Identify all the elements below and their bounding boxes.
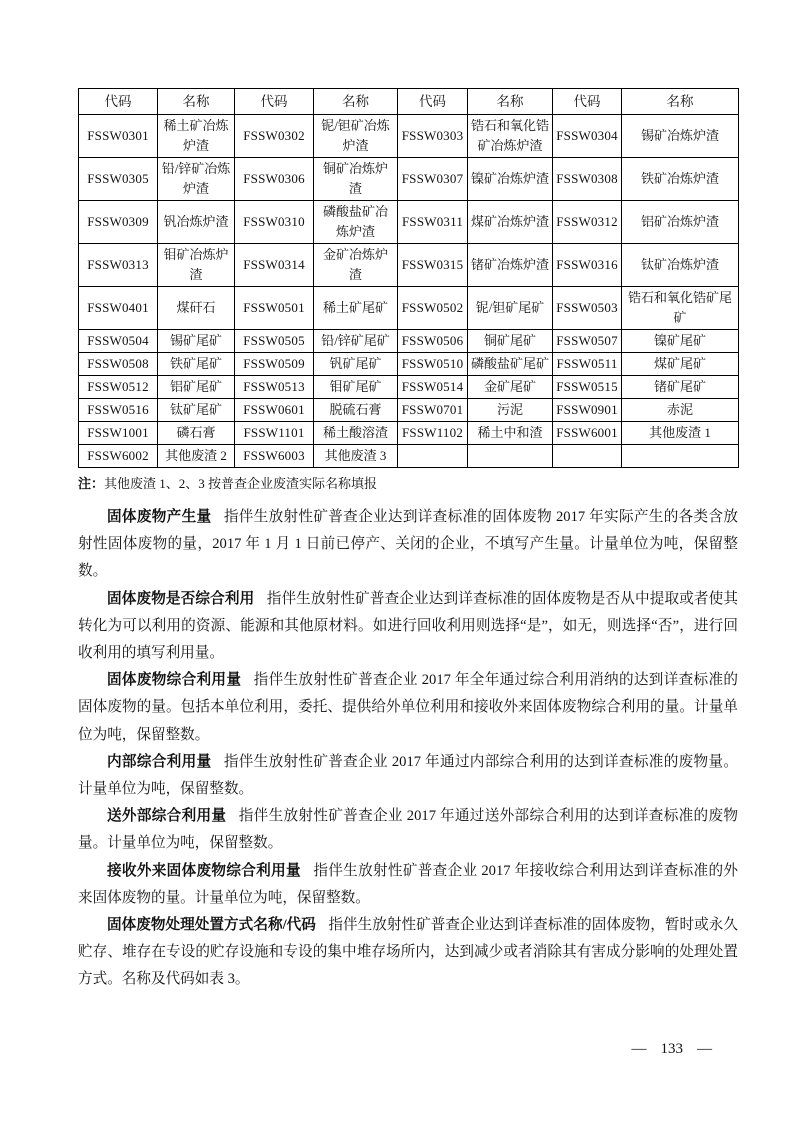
waste-code-cell: FSSW0501 <box>235 287 314 330</box>
definition-term: 送外部综合利用量 <box>107 808 227 825</box>
page-number-value: 133 <box>660 1041 683 1057</box>
table-row <box>79 115 739 158</box>
waste-code-cell: FSSW0310 <box>235 201 314 244</box>
table-header-cell: 代码 <box>235 89 314 115</box>
waste-code-cell: FSSW0316 <box>553 244 622 287</box>
waste-name-cell <box>468 445 553 468</box>
waste-code-cell: FSSW6001 <box>553 422 622 445</box>
table-row <box>79 445 739 468</box>
definition-paragraph <box>78 667 738 749</box>
waste-name-cell: 金矿冶炼炉渣 <box>314 244 398 287</box>
waste-name-cell: 钒矿尾矿 <box>314 353 398 376</box>
waste-name-cell: 稀土酸溶渣 <box>314 422 398 445</box>
waste-name-cell: 磷石膏 <box>158 422 235 445</box>
definition-paragraph <box>78 803 738 857</box>
waste-name-cell <box>622 445 739 468</box>
waste-code-cell: FSSW0301 <box>79 115 158 158</box>
waste-name-cell: 稀土矿尾矿 <box>314 287 398 330</box>
waste-code-cell: FSSW0314 <box>235 244 314 287</box>
waste-code-cell: FSSW0315 <box>398 244 468 287</box>
waste-name-cell: 稀土中和渣 <box>468 422 553 445</box>
waste-code-cell: FSSW6003 <box>235 445 314 468</box>
table-header-cell: 名称 <box>622 89 739 115</box>
waste-code-cell: FSSW0514 <box>398 376 468 399</box>
waste-name-cell: 金矿尾矿 <box>468 376 553 399</box>
definition-term: 固体废物产生量 <box>107 509 212 525</box>
waste-code-cell: FSSW0510 <box>398 353 468 376</box>
table-row <box>79 244 739 287</box>
waste-name-cell: 铅/锌矿尾矿 <box>314 330 398 353</box>
waste-name-cell: 铁矿冶炼炉渣 <box>622 158 739 201</box>
page-content <box>78 88 738 994</box>
waste-name-cell: 铌/钽矿冶炼炉渣 <box>314 115 398 158</box>
waste-name-cell: 煤矿冶炼炉渣 <box>468 201 553 244</box>
waste-code-cell: FSSW0504 <box>79 330 158 353</box>
table-row <box>79 353 739 376</box>
waste-code-cell: FSSW0601 <box>235 399 314 422</box>
waste-code-cell: FSSW0502 <box>398 287 468 330</box>
definition-term: 固体废物综合利用量 <box>107 672 242 689</box>
waste-name-cell: 锗矿冶炼炉渣 <box>468 244 553 287</box>
waste-name-cell: 锡矿冶炼炉渣 <box>622 115 739 158</box>
waste-name-cell: 钛矿尾矿 <box>158 399 235 422</box>
definition-paragraph <box>78 749 738 803</box>
waste-name-cell: 铝矿冶炼炉渣 <box>622 201 739 244</box>
waste-code-cell: FSSW0305 <box>79 158 158 201</box>
waste-name-cell: 锡矿尾矿 <box>158 330 235 353</box>
waste-code-cell: FSSW0303 <box>398 115 468 158</box>
page-number-dash-left: — <box>631 1041 647 1057</box>
table-header-cell: 名称 <box>158 89 235 115</box>
definition-text: 指伴生放射性矿普查企业达到详查标准的固体废物，暂时或永久贮存、堆存在专设的贮存设施和专设的集中堆存场所内，达到减少或者消除其有害成分影响的处理处置方式。名称及代码如表 3。 <box>78 917 738 988</box>
waste-code-cell: FSSW0506 <box>398 330 468 353</box>
waste-code-cell: FSSW0508 <box>79 353 158 376</box>
waste-code-cell: FSSW0307 <box>398 158 468 201</box>
waste-code-cell: FSSW0302 <box>235 115 314 158</box>
waste-code-table <box>78 88 739 468</box>
definition-term: 固体废物是否综合利用 <box>107 590 255 607</box>
waste-name-cell: 污泥 <box>468 399 553 422</box>
table-header-cell: 代码 <box>398 89 468 115</box>
waste-code-cell: FSSW0306 <box>235 158 314 201</box>
waste-name-cell: 铜矿尾矿 <box>468 330 553 353</box>
waste-code-cell: FSSW0311 <box>398 201 468 244</box>
table-note <box>78 475 738 493</box>
waste-name-cell: 磷酸盐矿冶炼炉渣 <box>314 201 398 244</box>
waste-code-cell: FSSW0516 <box>79 399 158 422</box>
waste-name-cell: 其他废渣 2 <box>158 445 235 468</box>
definition-term: 内部综合利用量 <box>107 753 212 770</box>
waste-name-cell: 赤泥 <box>622 399 739 422</box>
waste-code-cell: FSSW0304 <box>553 115 622 158</box>
waste-code-cell <box>553 445 622 468</box>
waste-name-cell: 锆石和氧化锆矿尾矿 <box>622 287 739 330</box>
waste-name-cell: 磷酸盐矿尾矿 <box>468 353 553 376</box>
table-row <box>79 330 739 353</box>
waste-name-cell: 煤矿尾矿 <box>622 353 739 376</box>
note-label: 注： <box>78 476 105 491</box>
waste-code-cell: FSSW1101 <box>235 422 314 445</box>
definition-paragraph <box>78 586 738 668</box>
definition-paragraph <box>78 912 738 994</box>
waste-name-cell: 脱硫石膏 <box>314 399 398 422</box>
waste-name-cell: 铌/钽矿尾矿 <box>468 287 553 330</box>
waste-name-cell: 镍矿冶炼炉渣 <box>468 158 553 201</box>
waste-code-cell: FSSW0515 <box>553 376 622 399</box>
table-row <box>79 376 739 399</box>
note-text: 其他废渣 1、2、3 按普查企业废渣实际名称填报 <box>104 476 378 491</box>
waste-code-cell <box>398 445 468 468</box>
waste-name-cell: 钛矿冶炼炉渣 <box>622 244 739 287</box>
waste-name-cell: 铜矿冶炼炉渣 <box>314 158 398 201</box>
definition-text: 指伴生放射性矿普查企业 2017 年通过内部综合利用的达到详查标准的废物量。计量单位为吨，保留整数。 <box>78 753 738 798</box>
waste-code-cell: FSSW1102 <box>398 422 468 445</box>
table-row <box>79 399 739 422</box>
table-header-cell: 名称 <box>468 89 553 115</box>
waste-code-cell: FSSW0701 <box>398 399 468 422</box>
waste-name-cell: 锆石和氧化锆矿冶炼炉渣 <box>468 115 553 158</box>
definition-text: 指伴生放射性矿普查企业 2017 年全年通过综合利用消纳的达到详查标准的固体废物的量。包括本单位利用，委托、提供给外单位利用和接收外来固体废物综合利用的量。计量单位为吨，保留整数。 <box>78 672 738 743</box>
waste-code-cell: FSSW0512 <box>79 376 158 399</box>
waste-name-cell: 锗矿尾矿 <box>622 376 739 399</box>
waste-name-cell: 钒冶炼炉渣 <box>158 201 235 244</box>
table-row <box>79 201 739 244</box>
definition-text: 指伴生放射性矿普查企业 2017 年接收综合利用达到详查标准的外来固体废物的量。计量单位为吨，保留整数。 <box>78 862 738 906</box>
waste-code-cell: FSSW0513 <box>235 376 314 399</box>
table-header-cell: 代码 <box>553 89 622 115</box>
definition-term: 固体废物处理处置方式名称/代码 <box>107 917 316 934</box>
table-row <box>79 422 739 445</box>
waste-code-cell: FSSW6002 <box>79 445 158 468</box>
waste-name-cell: 镍矿尾矿 <box>622 330 739 353</box>
waste-code-cell: FSSW0505 <box>235 330 314 353</box>
waste-code-cell: FSSW0312 <box>553 201 622 244</box>
waste-name-cell: 其他废渣 3 <box>314 445 398 468</box>
waste-code-cell: FSSW0509 <box>235 353 314 376</box>
waste-name-cell: 铁矿尾矿 <box>158 353 235 376</box>
table-row <box>79 158 739 201</box>
waste-code-cell: FSSW0308 <box>553 158 622 201</box>
waste-code-cell: FSSW0511 <box>553 353 622 376</box>
waste-code-cell: FSSW0401 <box>79 287 158 330</box>
waste-name-cell: 钼矿尾矿 <box>314 376 398 399</box>
table-row <box>79 287 739 330</box>
waste-code-cell: FSSW0503 <box>553 287 622 330</box>
definition-paragraph <box>78 858 738 912</box>
definition-text: 指伴生放射性矿普查企业达到详查标准的固体废物 2017 年实际产生的各类含放射性固体废物的量，2017 年 1 月 1 日前已停产、关闭的企业，不填写产生量。计量单位为吨，保留整数。 <box>78 509 738 580</box>
table-header-row <box>79 89 739 115</box>
definitions-section <box>78 504 738 994</box>
waste-name-cell: 铝矿尾矿 <box>158 376 235 399</box>
waste-name-cell: 其他废渣 1 <box>622 422 739 445</box>
waste-name-cell: 煤矸石 <box>158 287 235 330</box>
waste-code-cell: FSSW0309 <box>79 201 158 244</box>
waste-code-cell: FSSW0507 <box>553 330 622 353</box>
definition-text: 指伴生放射性矿普查企业达到详查标准的固体废物是否从中提取或者使其转化为可以利用的资源、能源和其他原材料。如进行回收利用则选择“是”，如无，则选择“否”，进行回收利用的填写利用量。 <box>78 590 738 662</box>
waste-name-cell: 铅/锌矿冶炼炉渣 <box>158 158 235 201</box>
waste-name-cell: 钼矿冶炼炉渣 <box>158 244 235 287</box>
definition-term: 接收外来固体废物综合利用量 <box>107 862 301 879</box>
table-header-cell: 代码 <box>79 89 158 115</box>
waste-code-cell: FSSW0313 <box>79 244 158 287</box>
table-header-cell: 名称 <box>314 89 398 115</box>
waste-code-cell: FSSW0901 <box>553 399 622 422</box>
definition-text: 指伴生放射性矿普查企业 2017 年通过送外部综合利用的达到详查标准的废物量。计量单位为吨，保留整数。 <box>78 808 738 852</box>
definition-paragraph <box>78 504 738 586</box>
waste-name-cell: 稀土矿冶炼炉渣 <box>158 115 235 158</box>
page-number <box>632 1041 713 1058</box>
page-number-dash-right: — <box>697 1041 712 1057</box>
waste-code-cell: FSSW1001 <box>79 422 158 445</box>
